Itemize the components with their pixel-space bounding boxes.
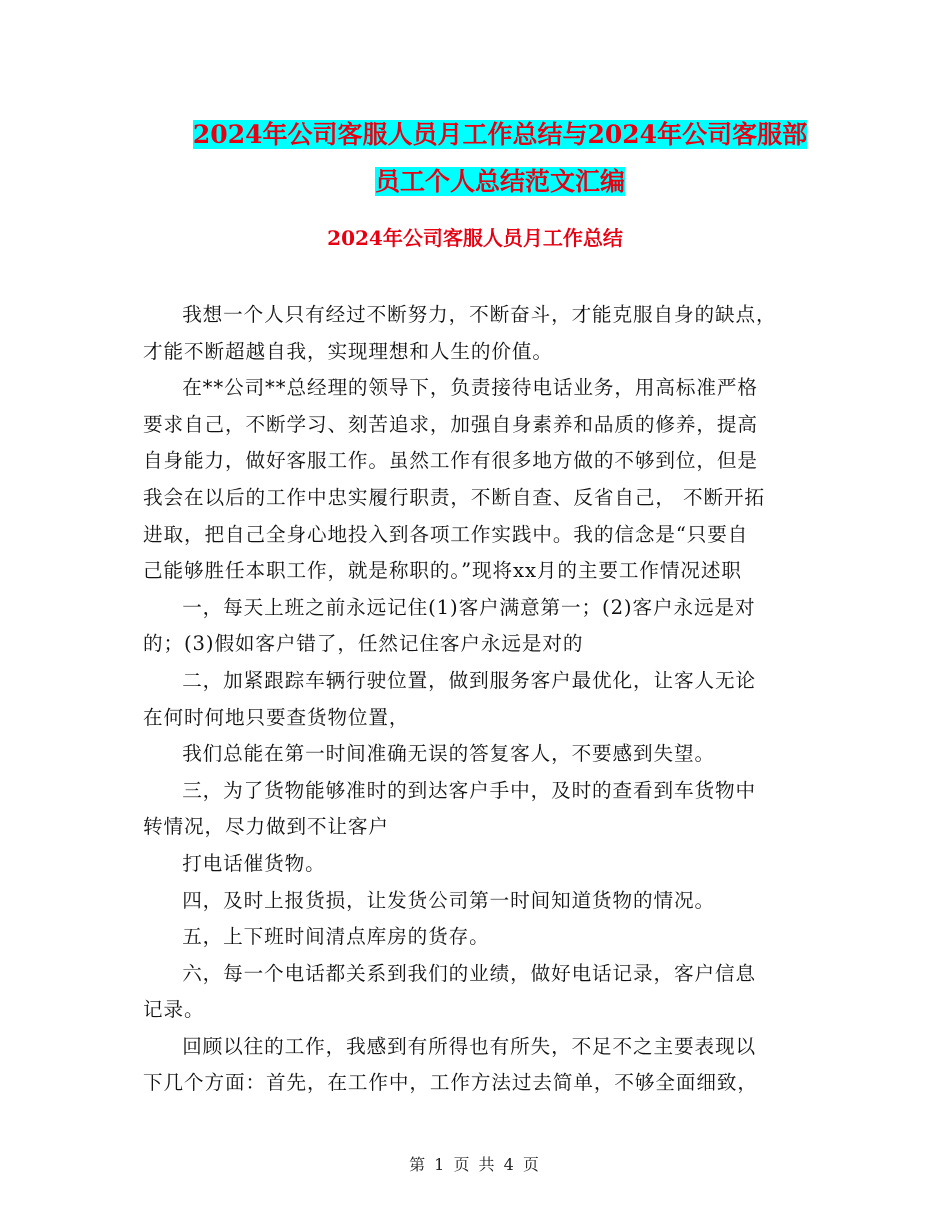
paragraph [143,736,807,773]
paragraph [143,883,807,920]
paragraph [143,370,807,590]
paragraph-line: 回顾以往的工作，我感到有所得也有所失，不足不之主要表现以 [182,1034,757,1058]
paragraph-line: 自身能力，做好客服工作。虽然工作有很多地方做的不够到位，但是 [143,449,758,473]
paragraph-line: 进取，把自己全身心地投入到各项工作实践中。我的信念是“只要自 [143,522,749,546]
paragraph-line: 五，上下班时间清点库房的货存。 [182,925,490,949]
paragraph-line: 在**公司**总经理的领导下，负责接待电话业务，用高标准严格 [182,376,758,400]
paragraph [143,846,807,883]
paragraph-line: 我想一个人只有经过不断努力，不断奋斗，才能克服自身的缺点， [182,303,777,326]
paragraph-line: 要求自己，不断学习、刻苦追求，加强自身素养和品质的修养，提高 [143,412,758,436]
paragraph [143,773,807,846]
body-text [143,297,807,1102]
paragraph-line: 下几个方面：首先，在工作中，工作方法过去简单，不够全面细致， [143,1071,758,1095]
paragraph-line: 的；(3)假如客户错了，任然记住客户永远是对的 [143,632,584,656]
paragraph-line: 转情况，尽力做到不让客户 [143,815,389,839]
paragraph-line: 记录。 [143,998,205,1022]
paragraph-line: 我会在以后的工作中忠实履行职责，不断自查、反省自己， 不断开拓 [143,485,765,509]
paragraph [143,297,807,370]
paragraph-line: 才能不断超越自我，实现理想和人生的价值。 [143,339,553,363]
section-title: 2024年公司客服人员月工作总结 [327,226,623,250]
paragraph [143,663,807,736]
paragraph-line: 二，加紧跟踪车辆行驶位置，做到服务客户最优化，让客人无论 [182,668,757,692]
paragraph-line: 一，每天上班之前永远记住(1)客户满意第一；(2)客户永远是对 [182,595,756,619]
paragraph [143,956,807,1029]
title-line-2: 员工个人总结范文汇编 [374,167,625,196]
paragraph-line: 打电话催货物。 [182,851,326,875]
paragraph [143,590,807,663]
paragraph-line: 己能够胜任本职工作，就是称职的。”现将xx月的主要工作情况述职 [143,559,742,583]
paragraph-line: 在何时何地只要查货物位置， [143,705,410,729]
title-line-1: 2024年公司客服人员月工作总结与2024年公司客服部 [192,120,808,149]
paragraph-line: 四，及时上报货损，让发货公司第一时间知道货物的情况。 [182,888,716,912]
document-title [185,111,815,205]
paragraph [143,919,807,956]
page-footer: 第 1 页 共 4 页 [409,1155,541,1174]
paragraph-line: 六，每一个电话都关系到我们的业绩，做好电话记录，客户信息 [182,961,757,985]
paragraph-line: 我们总能在第一时间准确无误的答复客人，不要感到失望。 [182,742,716,766]
paragraph-line: 三，为了货物能够准时的到达客户手中，及时的查看到车货物中 [182,778,757,802]
paragraph [143,1029,807,1102]
